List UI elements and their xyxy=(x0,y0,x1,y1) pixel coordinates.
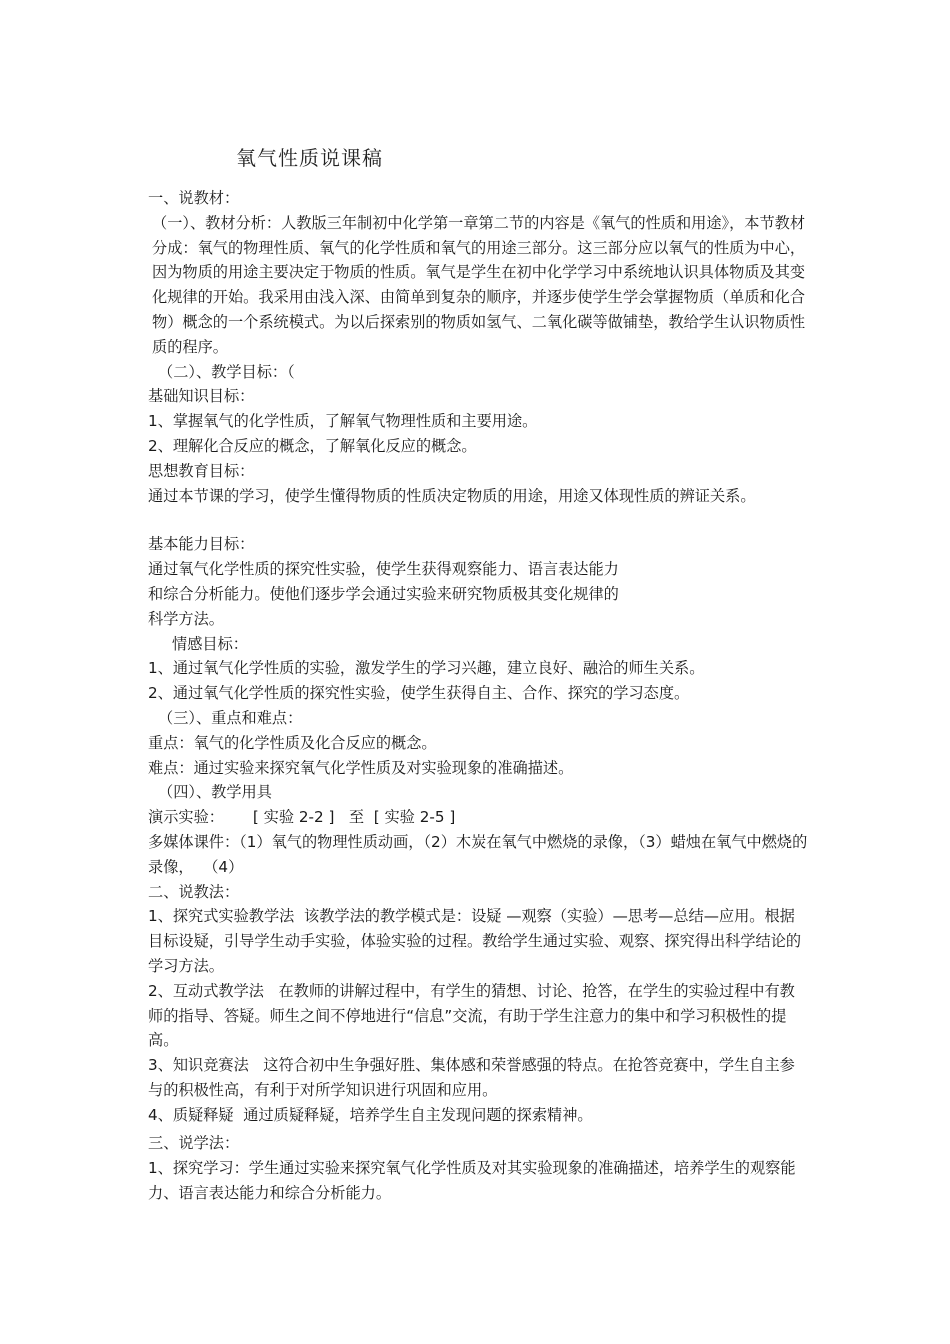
list-item-knowledge-2: 2、理解化合反应的概念，了解氧化反应的概念。 xyxy=(148,436,477,455)
document-title: 氧气性质说课稿 xyxy=(236,146,383,170)
subheading-key-points: （三）、重点和难点： xyxy=(158,708,303,727)
paragraph-difficulty: 难点：通过实验来探究氧气化学性质及对实验现象的准确描述。 xyxy=(148,758,574,777)
label-ability-goals: 基本能力目标： xyxy=(148,535,255,554)
paragraph-multimedia: 多媒体课件：（1）氧气的物理性质动画，（2）木炭在氧气中燃烧的录像，（3）蜡烛在氧气中燃烧的录像， （4） xyxy=(148,832,808,876)
label-emotional-goals: 情感目标： xyxy=(172,634,248,653)
section-heading-teaching-methods: 二、说教法： xyxy=(148,882,240,901)
label-ideological-goals: 思想教育目标： xyxy=(148,461,255,480)
subheading-teaching-tools: （四）、教学用具 xyxy=(158,783,272,802)
paragraph-learning-1: 1、探究学习：学生通过实验来探究氧气化学性质及对其实验现象的准确描述，培养学生的观察能力、语言表达能力和综合分析能力。 xyxy=(148,1159,796,1203)
paragraph-ability-line-2: 和综合分析能力。使他们逐步学会通过实验来研究物质极其变化规律的 xyxy=(148,584,619,603)
paragraph-key-point: 重点：氧气的化学性质及化合反应的概念。 xyxy=(148,733,437,752)
paragraph-method-3: 3、知识竞赛法 这符合初中生争强好胜、集体感和荣誉感强的特点。在抢答竞赛中，学生自主参与的积极性高，有利于对所学知识进行巩固和应用。 xyxy=(148,1056,795,1099)
document-body xyxy=(148,186,810,1206)
subheading-teaching-goals: （二）、教学目标：（ xyxy=(158,362,295,381)
paragraph-method-2: 2、互动式教学法 在教师的讲解过程中，有学生的猜想、讨论、抢答，在学生的实验过程中有教师的指导、答疑。师生之间不停地进行“信息”交流，有助于学生注意力的集中和学习积极性的提高。 xyxy=(148,981,795,1050)
list-item-emotional-1: 1、通过氧气化学性质的实验，激发学生的学习兴趣，建立良好、融洽的师生关系。 xyxy=(148,659,705,678)
list-item-knowledge-1: 1、掌握氧气的化学性质，了解氧气物理性质和主要用途。 xyxy=(148,412,538,431)
paragraph-ideological: 通过本节课的学习，使学生懂得物质的性质决定物质的用途，用途又体现性质的辨证关系。 xyxy=(148,486,756,505)
section-heading-textbook: 一、说教材： xyxy=(148,189,240,207)
section-heading-learning-methods: 三、说学法： xyxy=(148,1134,240,1153)
paragraph-material-analysis: （一）、教材分析：人教版三年制初中化学第一章第二节的内容是《氧气的性质和用途》，本节教材分成：氧气的物理性质、氧气的化学性质和氧气的用途三部分。这三部分应以氧气的性质为中心，因为物质的用途主要决定于物质的性质。氧气是学生在初中化学学习中系统地认识具体物质及其变化规律的开始。我采用由浅入深、由简单到复杂的顺序，并逐步使学生学会掌握物质（单质和化合物）概念的一个系统模式。为以后探索别的物质如氢气、二氧化碳等做铺垫，教给学生认识物质性质的程序。 xyxy=(152,213,806,356)
paragraph-ability-line-3: 科学方法。 xyxy=(148,609,224,628)
paragraph-ability-line-1: 通过氧气化学性质的探究性实验，使学生获得观察能力、语言表达能力 xyxy=(148,560,619,579)
list-item-emotional-2: 2、通过氧气化学性质的探究性实验，使学生获得自主、合作、探究的学习态度。 xyxy=(148,684,690,703)
paragraph-method-1: 1、探究式实验教学法 该教学法的教学模式是：设疑 —观察（实验）—思考—总结—应用。根据目标设疑，引导学生动手实验，体验实验的过程。教给学生通过实验、观察、探究得出科学结论的学习方法。 xyxy=(148,907,802,975)
paragraph-demo-experiments: 演示实验： [ 实验 2-2 ] 至 [ 实验 2-5 ] xyxy=(148,808,456,827)
paragraph-method-4: 4、质疑释疑 通过质疑释疑，培养学生自主发现问题的探索精神。 xyxy=(148,1105,593,1124)
label-knowledge-goals: 基础知识目标： xyxy=(148,387,255,406)
